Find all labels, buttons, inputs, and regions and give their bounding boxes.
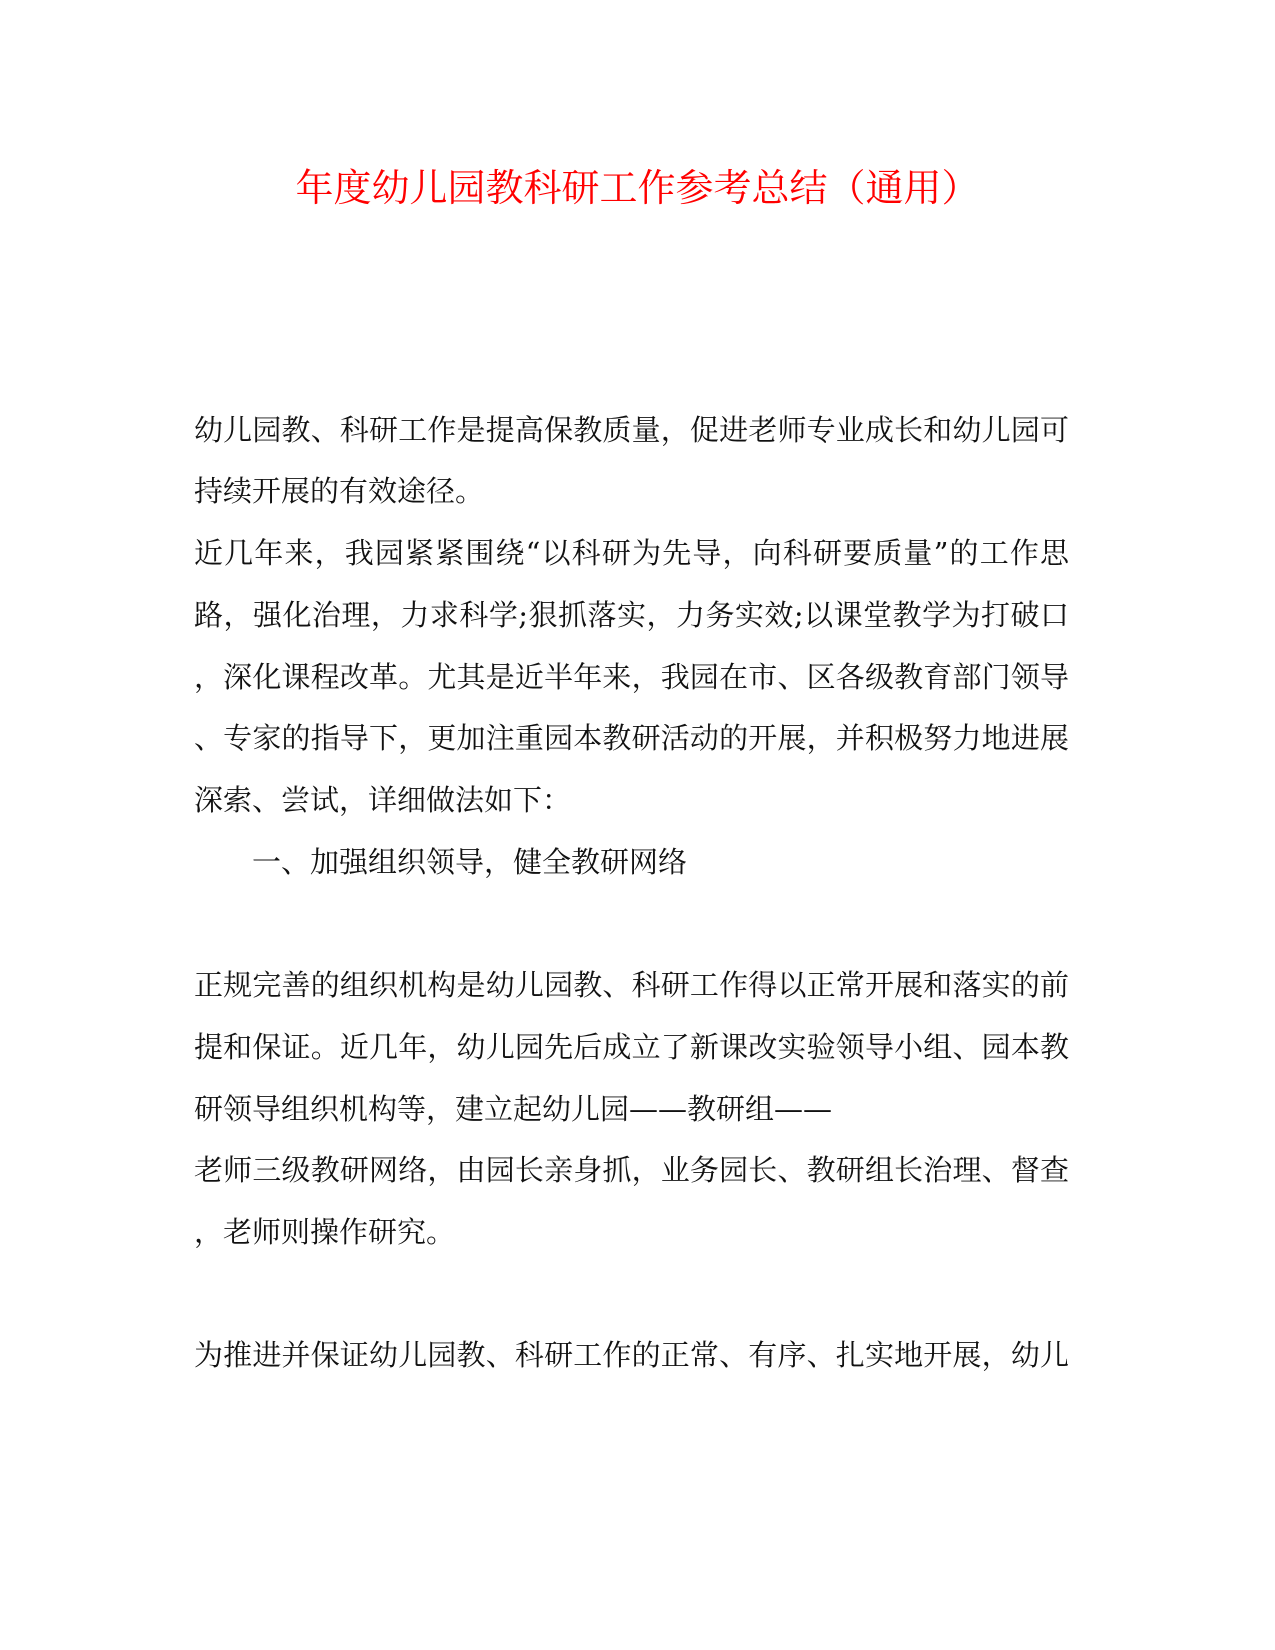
body-line: ，老师则操作研究。 [194,1215,456,1249]
body-line: 幼儿园教、科研工作是提高保教质量，促进老师专业成长和幼儿园可 [194,413,1069,447]
body-line: 近几年来，我园紧紧围绕“以科研为先导，向科研要质量”的工作思 [194,536,1069,570]
body-line: 深索、尝试，详细做法如下： [194,783,572,817]
body-line: ，深化课程改革。尤其是近半年来，我园在市、区各级教育部门领导 [194,660,1069,694]
body-line: 为推进并保证幼儿园教、科研工作的正常、有序、扎实地开展，幼儿 [194,1338,1069,1372]
body-line: 、专家的指导下，更加注重园本教研活动的开展，并积极努力地进展 [194,721,1069,755]
body-line: 路，强化治理，力求科学;狠抓落实，力务实效;以课堂教学为打破口 [194,598,1069,632]
body-line: 老师三级教研网络，由园长亲身抓，业务园长、教研组长治理、督查 [194,1153,1069,1187]
section-heading: 一、加强组织领导，健全教研网络 [252,845,688,879]
body-line: 正规完善的组织机构是幼儿园教、科研工作得以正常开展和落实的前 [194,968,1069,1002]
body-line: 持续开展的有效途径。 [194,474,485,508]
document-title: 年度幼儿园教科研工作参考总结（通用） [295,166,980,210]
body-line: 研领导组织机构等，建立起幼儿园——教研组—— [194,1092,833,1126]
body-line: 提和保证。近几年，幼儿园先后成立了新课改实验领导小组、园本教 [194,1030,1069,1064]
